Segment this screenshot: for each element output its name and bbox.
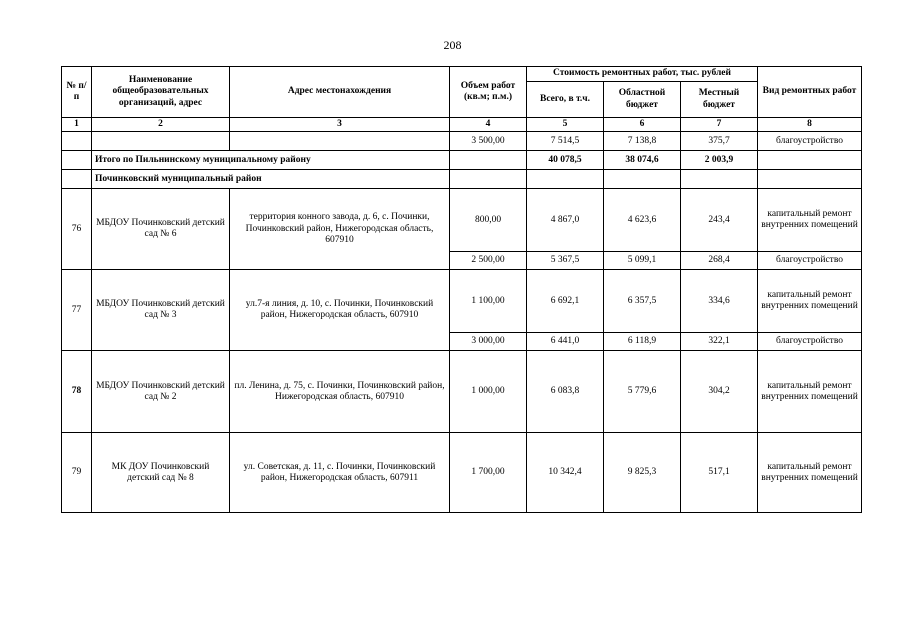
cell-total: 5 367,5 — [527, 252, 604, 270]
col-number: 3 — [230, 118, 450, 132]
col-number: 1 — [62, 118, 92, 132]
header-kind: Вид ремонтных работ — [758, 67, 862, 118]
repair-cost-table — [61, 66, 862, 513]
header-regional: Областной бюджет — [604, 82, 681, 118]
cell-address: ул.7-я линия, д. 10, с. Починки, Починковский район, Нижегородская область, 607910 — [230, 270, 450, 351]
cell-empty — [450, 170, 527, 189]
cell-total: 10 342,4 — [527, 433, 604, 513]
cell-total: 7 514,5 — [527, 132, 604, 151]
cell-local: 334,6 — [681, 270, 758, 333]
cell-local: 517,1 — [681, 433, 758, 513]
cell-empty — [527, 170, 604, 189]
cell-kind: капитальный ремонт внутренних помещений — [758, 433, 862, 513]
cell-volume: 1 700,00 — [450, 433, 527, 513]
cell-regional: 38 074,6 — [604, 151, 681, 170]
cell-empty — [92, 132, 230, 151]
cell-regional: 5 779,6 — [604, 351, 681, 433]
cell-name: МБДОУ Починковский детский сад № 2 — [92, 351, 230, 433]
cell-regional: 9 825,3 — [604, 433, 681, 513]
header-volume: Объем работ (кв.м; п.м.) — [450, 67, 527, 118]
header-total: Всего, в т.ч. — [527, 82, 604, 118]
table-row — [62, 270, 862, 333]
cell-empty — [230, 132, 450, 151]
cell-regional: 6 357,5 — [604, 270, 681, 333]
cell-local: 375,7 — [681, 132, 758, 151]
table-row — [62, 433, 862, 513]
cell-kind: благоустройство — [758, 252, 862, 270]
cell-total: 6 692,1 — [527, 270, 604, 333]
cell-name: МБДОУ Починковский детский сад № 3 — [92, 270, 230, 351]
cell-volume: 800,00 — [450, 189, 527, 252]
continuation-row — [62, 132, 862, 151]
cell-kind: капитальный ремонт внутренних помещений — [758, 270, 862, 333]
table-row — [62, 351, 862, 433]
col-number: 6 — [604, 118, 681, 132]
cell-local: 304,2 — [681, 351, 758, 433]
cell-local: 243,4 — [681, 189, 758, 252]
cell-empty — [681, 170, 758, 189]
cell-address: ул. Советская, д. 11, с. Починки, Починковский район, Нижегородская область, 607911 — [230, 433, 450, 513]
header-num: № п/п — [62, 67, 92, 118]
cell-num: 77 — [62, 270, 92, 351]
district-total-row — [62, 151, 862, 170]
cell-kind: капитальный ремонт внутренних помещений — [758, 351, 862, 433]
cell-regional: 6 118,9 — [604, 333, 681, 351]
cell-local: 268,4 — [681, 252, 758, 270]
col-number: 8 — [758, 118, 862, 132]
cell-volume: 3 000,00 — [450, 333, 527, 351]
cell-empty — [62, 151, 92, 170]
cell-empty — [62, 132, 92, 151]
cell-num: 79 — [62, 433, 92, 513]
cell-kind: благоустройство — [758, 132, 862, 151]
cell-empty — [450, 151, 527, 170]
col-number: 4 — [450, 118, 527, 132]
cell-name: МК ДОУ Починковский детский сад № 8 — [92, 433, 230, 513]
cell-address: территория конного завода, д. 6, с. Починки, Починковский район, Нижегородская область, 607910 — [230, 189, 450, 270]
cell-local: 2 003,9 — [681, 151, 758, 170]
cell-kind: капитальный ремонт внутренних помещений — [758, 189, 862, 252]
cell-volume: 2 500,00 — [450, 252, 527, 270]
cell-volume: 1 100,00 — [450, 270, 527, 333]
header-cost-group: Стоимость ремонтных работ, тыс. рублей — [527, 67, 758, 82]
cell-address: пл. Ленина, д. 75, с. Починки, Починковский район, Нижегородская область, 607910 — [230, 351, 450, 433]
cell-regional: 5 099,1 — [604, 252, 681, 270]
district-heading-row — [62, 170, 862, 189]
cell-num: 76 — [62, 189, 92, 270]
cell-local: 322,1 — [681, 333, 758, 351]
cell-total: 40 078,5 — [527, 151, 604, 170]
page-number: 208 — [443, 38, 462, 52]
district-heading: Починковский муниципальный район — [92, 170, 450, 189]
header-name: Наименование общеобразовательных организаций, адрес — [92, 67, 230, 118]
cell-volume: 1 000,00 — [450, 351, 527, 433]
header-address: Адрес местонахождения — [230, 67, 450, 118]
district-total-label: Итого по Пильнинскому муниципальному району — [92, 151, 450, 170]
cell-total: 6 083,8 — [527, 351, 604, 433]
col-number: 5 — [527, 118, 604, 132]
cell-empty — [758, 170, 862, 189]
cell-regional: 7 138,8 — [604, 132, 681, 151]
cell-empty — [758, 151, 862, 170]
cell-name: МБДОУ Починковский детский сад № 6 — [92, 189, 230, 270]
cell-volume: 3 500,00 — [450, 132, 527, 151]
cell-total: 6 441,0 — [527, 333, 604, 351]
column-numbers-row — [62, 118, 862, 132]
col-number: 2 — [92, 118, 230, 132]
table-row — [62, 189, 862, 252]
cell-empty — [62, 170, 92, 189]
cell-total: 4 867,0 — [527, 189, 604, 252]
cell-num: 78 — [62, 351, 92, 433]
cell-empty — [604, 170, 681, 189]
header-local: Местный бюджет — [681, 82, 758, 118]
col-number: 7 — [681, 118, 758, 132]
cell-regional: 4 623,6 — [604, 189, 681, 252]
cell-kind: благоустройство — [758, 333, 862, 351]
